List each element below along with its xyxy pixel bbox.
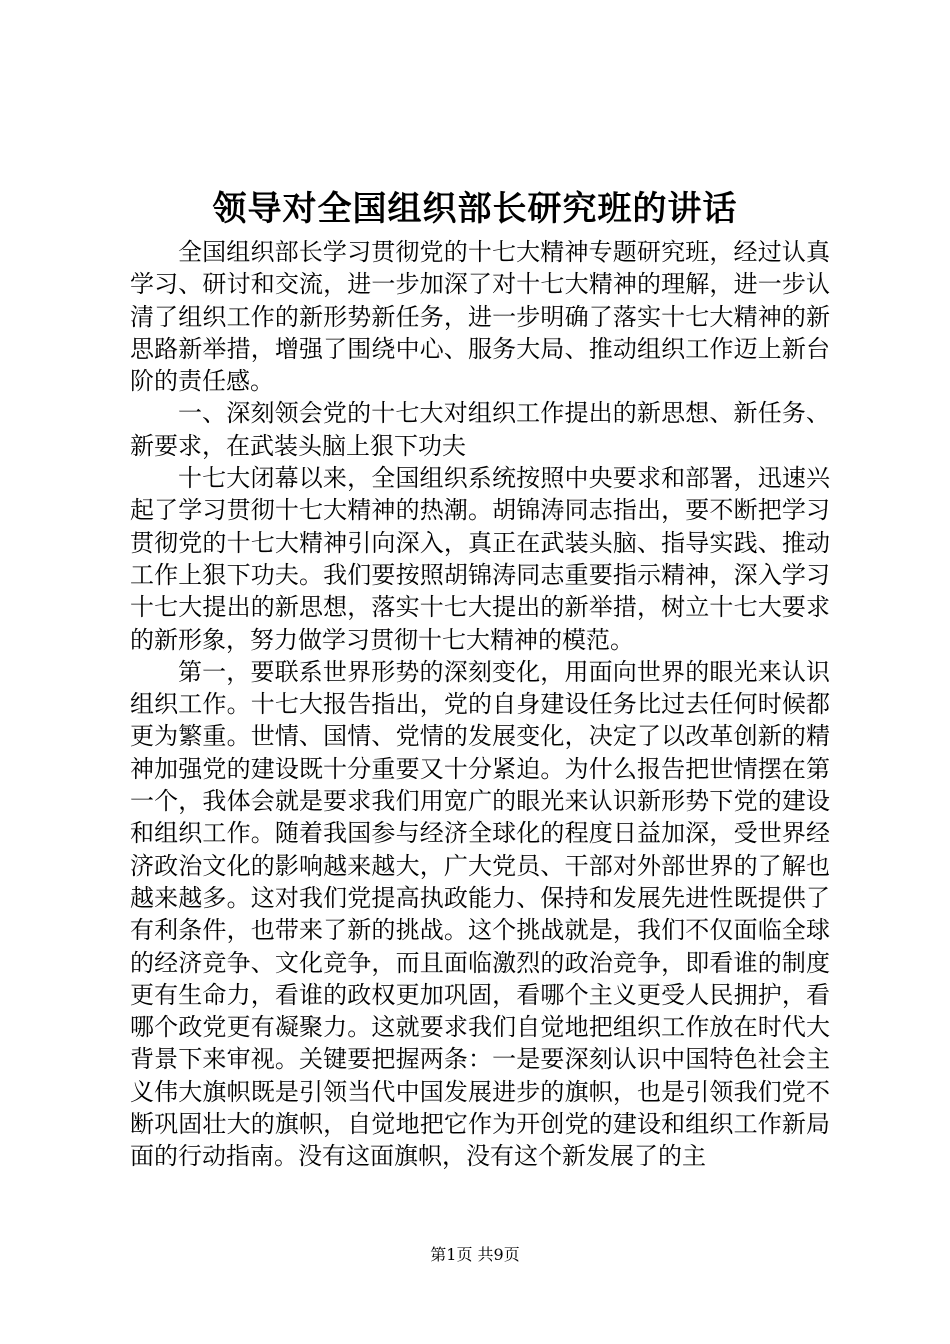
section-heading-1: 一、深刻领会党的十七大对组织工作提出的新思想、新任务、新要求，在武装头脑上狠下功夫 <box>130 399 830 460</box>
page-number: 第1页 共9页 <box>430 1245 520 1264</box>
document-title: 领导对全国组织部长研究班的讲话 <box>212 189 738 229</box>
paragraph-first-point: 第一，要联系世界形势的深刻变化，用面向世界的眼光来认识组织工作。十七大报告指出，党的自身建设任务比过去任何时候都更为繁重。世情、国情、党情的发展变化，决定了以改革创新的精神加强党的建设既十分重要又十分紧迫。为什么报告把世情摆在第一个，我体会就是要求我们用宽广的眼光来认识新形势下党的建设和组织工作。随着我国参与经济全球化的程度日益加深，受世界经济政治文化的影响越来越大，广大党员、干部对外部世界的了解也越来越多。这对我们党提高执政能力、保持和发展先进性既提供了有利条件，也带来了新的挑战。这个挑战就是，我们不仅面临全球的经济竞争、文化竞争，而且面临激烈的政治竞争，即看谁的制度更有生命力，看谁的政权更加巩固，看哪个主义更受人民拥护，看哪个政党更有凝聚力。这就要求我们自觉地把组织工作放在时代大背景下来审视。关键要把握两条：一是要深刻认识中国特色社会主义伟大旗帜既是引领当代中国发展进步的旗帜，也是引领我们党不断巩固壮大的旗帜，自觉地把它作为开创党的建设和组织工作新局面的行动指南。没有这面旗帜，没有这个新发展了的主 <box>130 657 830 1171</box>
document-body <box>130 236 830 1173</box>
paragraph-section-1: 十七大闭幕以来，全国组织系统按照中央要求和部署，迅速兴起了学习贯彻十七大精神的热潮。胡锦涛同志指出，要不断把学习贯彻党的十七大精神引向深入，真正在武装头脑、指导实践、推动工作上狠下功夫。我们要按照胡锦涛同志重要指示精神，深入学习十七大提出的新思想，落实十七大提出的新举措，树立十七大要求的新形象，努力做学习贯彻十七大精神的模范。 <box>130 464 830 654</box>
paragraph-intro: 全国组织部长学习贯彻党的十七大精神专题研究班，经过认真学习、研讨和交流，进一步加深了对十七大精神的理解，进一步认清了组织工作的新形势新任务，进一步明确了落实十七大精神的新思路新举措，增强了围绕中心、服务大局、推动组织工作迈上新台阶的责任感。 <box>130 238 830 396</box>
